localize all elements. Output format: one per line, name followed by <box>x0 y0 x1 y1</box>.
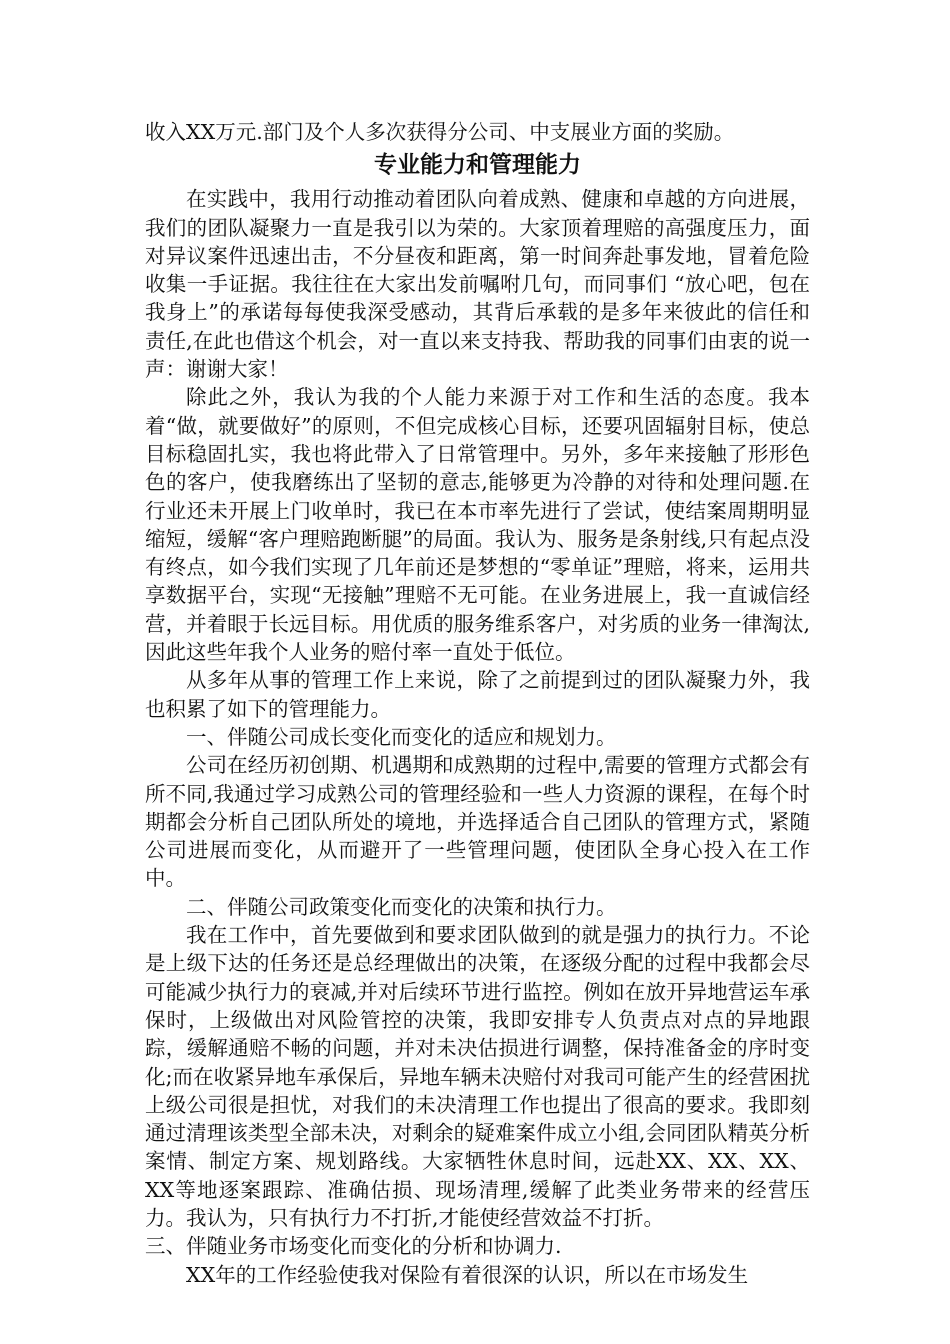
paragraph-management-intro: 从多年从事的管理工作上来说，除了之前提到过的团队凝聚力外，我也积累了如下的管理能力。 <box>145 668 810 721</box>
paragraph-execution: 我在工作中，首先要做到和要求团队做到的就是强力的执行力。不论是上级下达的任务还是总经理做出的决策，在逐级分配的过程中我都会尽可能减少执行力的衰减,并对后续环节进行监控。例如在放开异地营运车承保时，上级做出对风险管控的决策，我即安排专人负责点对点的异地跟踪，缓解通赔不畅的问题，并对未决估损进行调整，保持准备金的序时变化;而在收紧异地车承保后，异地车辆未决赔付对我司可能产生的经营困扰上级公司很是担忧，对我们的未决清理工作也提出了很高的要求。我即刻通过清理该类型全部未决，对剩余的疑难案件成立小组,会同团队精英分析案情、制定方案、规划路线。大家牺牲休息时间，远赴XX、XX、XX、XX等地逐案跟踪、准确估损、现场清理,缓解了此类业务带来的经营压力。我认为，只有执行力不打折,才能使经营效益不打折。 <box>145 923 810 1230</box>
subheading-coordination: 三、伴随业务市场变化而变化的分析和协调力. <box>145 1234 562 1259</box>
paragraph-coordination: XX年的工作经验使我对保险有着很深的认识，所以在市场发生 <box>186 1262 749 1287</box>
document-page <box>145 118 810 1289</box>
section-heading: 专业能力和管理能力 <box>374 152 581 179</box>
paragraph-adaptability: 公司在经历初创期、机遇期和成熟期的过程中,需要的管理方式都会有所不同,我通过学习成熟公司的管理经验和一些人力资源的课程，在每个时期都会分析自己团队所处的境地，并选择适合自己团队的管理方式，紧随公司进展而变化，从而避开了一些管理问题，使团队全身心投入在工作中。 <box>145 753 810 891</box>
subheading-adaptability: 一、伴随公司成长变化而变化的适应和规划力。 <box>186 724 617 749</box>
subheading-execution: 二、伴随公司政策变化而变化的决策和执行力。 <box>186 894 617 919</box>
paragraph-team-cohesion: 在实践中，我用行动推动着团队向着成熟、健康和卓越的方向进展，我们的团队凝聚力一直是我引以为荣的。大家顶着理赔的高强度压力，面对异议案件迅速出击，不分昼夜和距离，第一时间奔赴事发地，冒着危险收集一手证据。我往往在大家出发前嘱咐几句，而同事们 “放心吧，包在我身上”的承诺每每使我深受感动，其背后承载的是多年来彼此的信任和责任,在此也借这个机会，对一直以来支持我、帮助我的同事们由衷的说一声：谢谢大家！ <box>145 187 810 382</box>
lead-line: 收入XX万元.部门及个人多次获得分公司、中支展业方面的奖励。 <box>145 120 735 144</box>
paragraph-personal-ability: 除此之外，我认为我的个人能力来源于对工作和生活的态度。我本着“做，就要做好”的原则，不但完成核心目标，还要巩固辐射目标，使总目标稳固扎实，我也将此带入了日常管理中。另外，多年来接触了形形色色的客户，使我磨练出了坚韧的意志,能够更为冷静的对待和处理问题.在行业还未开展上门收单时，我已在本市率先进行了尝试，使结案周期明显缩短，缓解“客户理赔跑断腿”的局面。我认为、服务是条射线,只有起点没有终点，如今我们实现了几年前还是梦想的“零单证”理赔，将来，运用共享数据平台，实现“无接触”理赔不无可能。在业务进展上，我一直诚信经营，并着眼于长远目标。用优质的服务维系客户，对劣质的业务一律淘汰,因此这些年我个人业务的赔付率一直处于低位。 <box>145 385 810 665</box>
